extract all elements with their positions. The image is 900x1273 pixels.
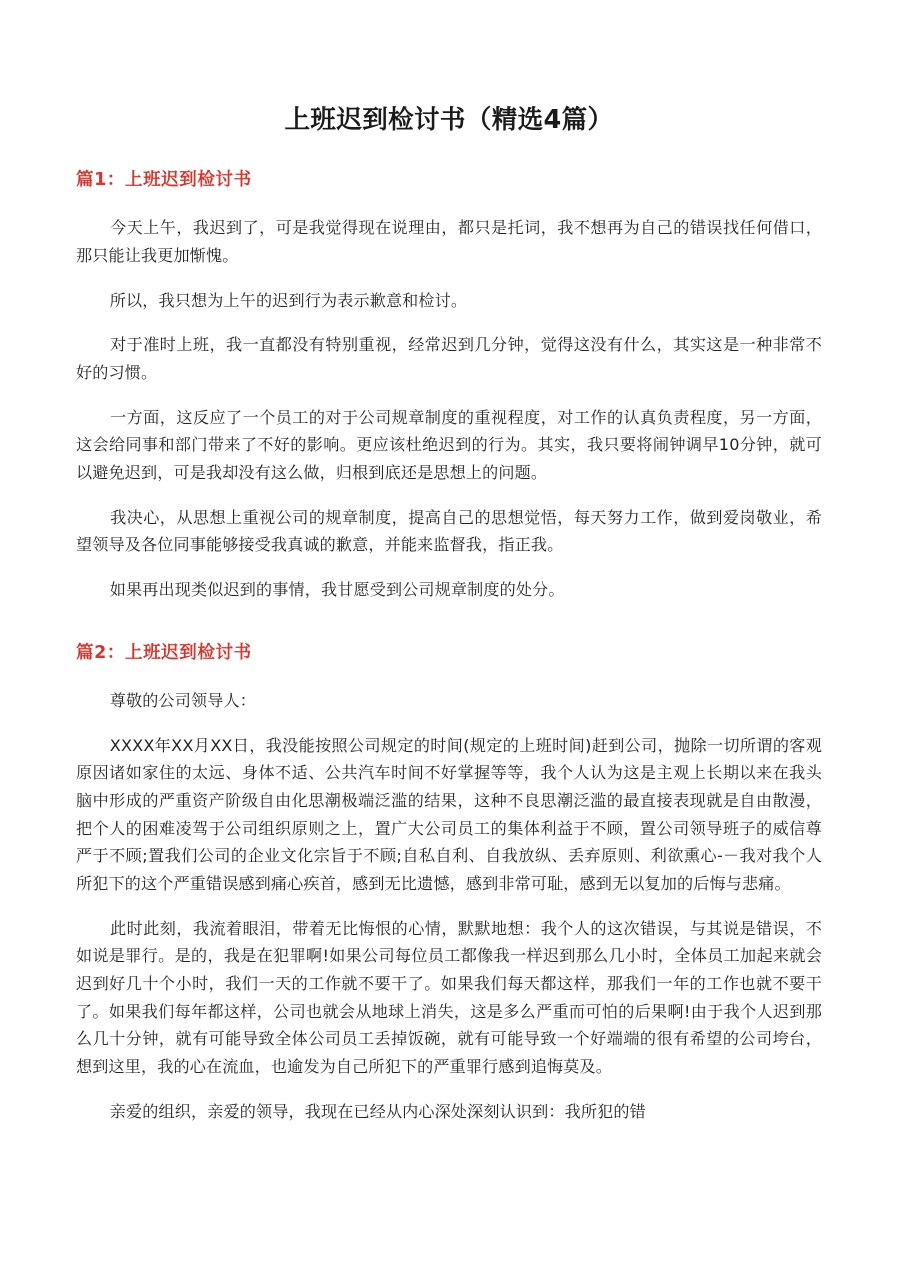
paragraph-text: 我决心，从思想上重视公司的规章制度，提高自己的思想觉悟，每天努力工作，做到爱岗敬业，希望领导及各位同事能够接受我真诚的歉意，并能来监督我，指正我。 [76,507,822,555]
paragraph-text: 一方面，这反应了一个员工的对于公司规章制度的重视程度，对工作的认真负责程度，另一方面，这会给同事和部门带来了不好的影响。更应该杜绝迟到的行为。其实，我只要将闹钟调早10分钟，就可以避免迟到，可是我却没有这么做，归根到底还是思想上的问题。 [76,407,822,483]
paragraph-text: 今天上午，我迟到了，可是我觉得现在说理由，都只是托词，我不想再为自己的错误找任何借口，那只能让我更加惭愧。 [76,218,822,266]
paragraph-text: 所以，我只想为上午的迟到行为表示歉意和检讨。 [109,290,468,310]
paragraph-text: 如果再出现类似迟到的事情，我甘愿受到公司规章制度的处分。 [109,580,565,600]
paragraph-text: 尊敬的公司领导人： [109,691,256,711]
paragraph [76,314,822,386]
paragraph-salutation [76,668,822,715]
paragraph [76,715,822,898]
paragraph-text: XXXX年XX月XX日，我没能按照公司规定的时间(规定的上班时间)赶到公司，抛除一切所谓的客观原因诸如家住的太远、身体不适、公共汽车时间不好掌握等等，我个人认为这是主观上长期以来在我头脑中形成的严重资产阶级自由化思潮极端泛滥的结果，这种不良思潮泛滥的最直接表现就是自由散漫，把个人的困难凌驾于公司组织原则之上，置广大公司员工的集体利益于不顾，置公司领导班子的威信尊严于不顾;置我们公司的企业文化宗旨于不顾;自私自利、自我放纵、丢弃原则、利欲熏心-－我对我个人所犯下的这个严重错误感到痛心疾首，感到无比遗憾，感到非常可耻，感到无以复加的后悔与悲痛。 [76,735,822,894]
paragraph-text: 亲爱的组织，亲爱的领导，我现在已经从内心深处深刻认识到：我所犯的错 [109,1101,646,1121]
paragraph-text: 对于准时上班，我一直都没有特别重视，经常迟到几分钟，觉得这没有什么，其实这是一种非常不好的习惯。 [76,335,822,383]
paragraph [76,387,822,487]
page-title: 上班迟到检讨书（精选4篇） [284,105,614,135]
paragraph [76,898,822,1081]
paragraph [76,1081,822,1126]
paragraph-text: 此时此刻，我流着眼泪，带着无比悔恨的心情，默默地想：我个人的这次错误，与其说是错误，不如说是罪行。是的，我是在犯罪啊!如果公司每位员工都像我一样迟到那么几小时，全体员工加起来就会迟到好几十个小时，我们一天的工作就不要干了。如果我们每天都这样，那我们一年的工作也就不要干了。如果我们每年都这样，公司也就会从地球上消失，这是多么严重而可怕的后果啊!由于我个人迟到那么几十分钟，就有可能导致全体公司员工丢掉饭碗，就有可能导致一个好端端的很有希望的公司垮台，想到这里，我的心在流血，也逾发为自己所犯下的严重罪行感到追悔莫及。 [76,918,822,1077]
paragraph [76,270,822,315]
paragraph [76,487,822,559]
section-heading-2: 篇2：上班迟到检讨书 [76,642,252,663]
paragraph [76,559,822,604]
paragraph [76,195,822,269]
section-heading-1: 篇1：上班迟到检讨书 [76,170,252,191]
